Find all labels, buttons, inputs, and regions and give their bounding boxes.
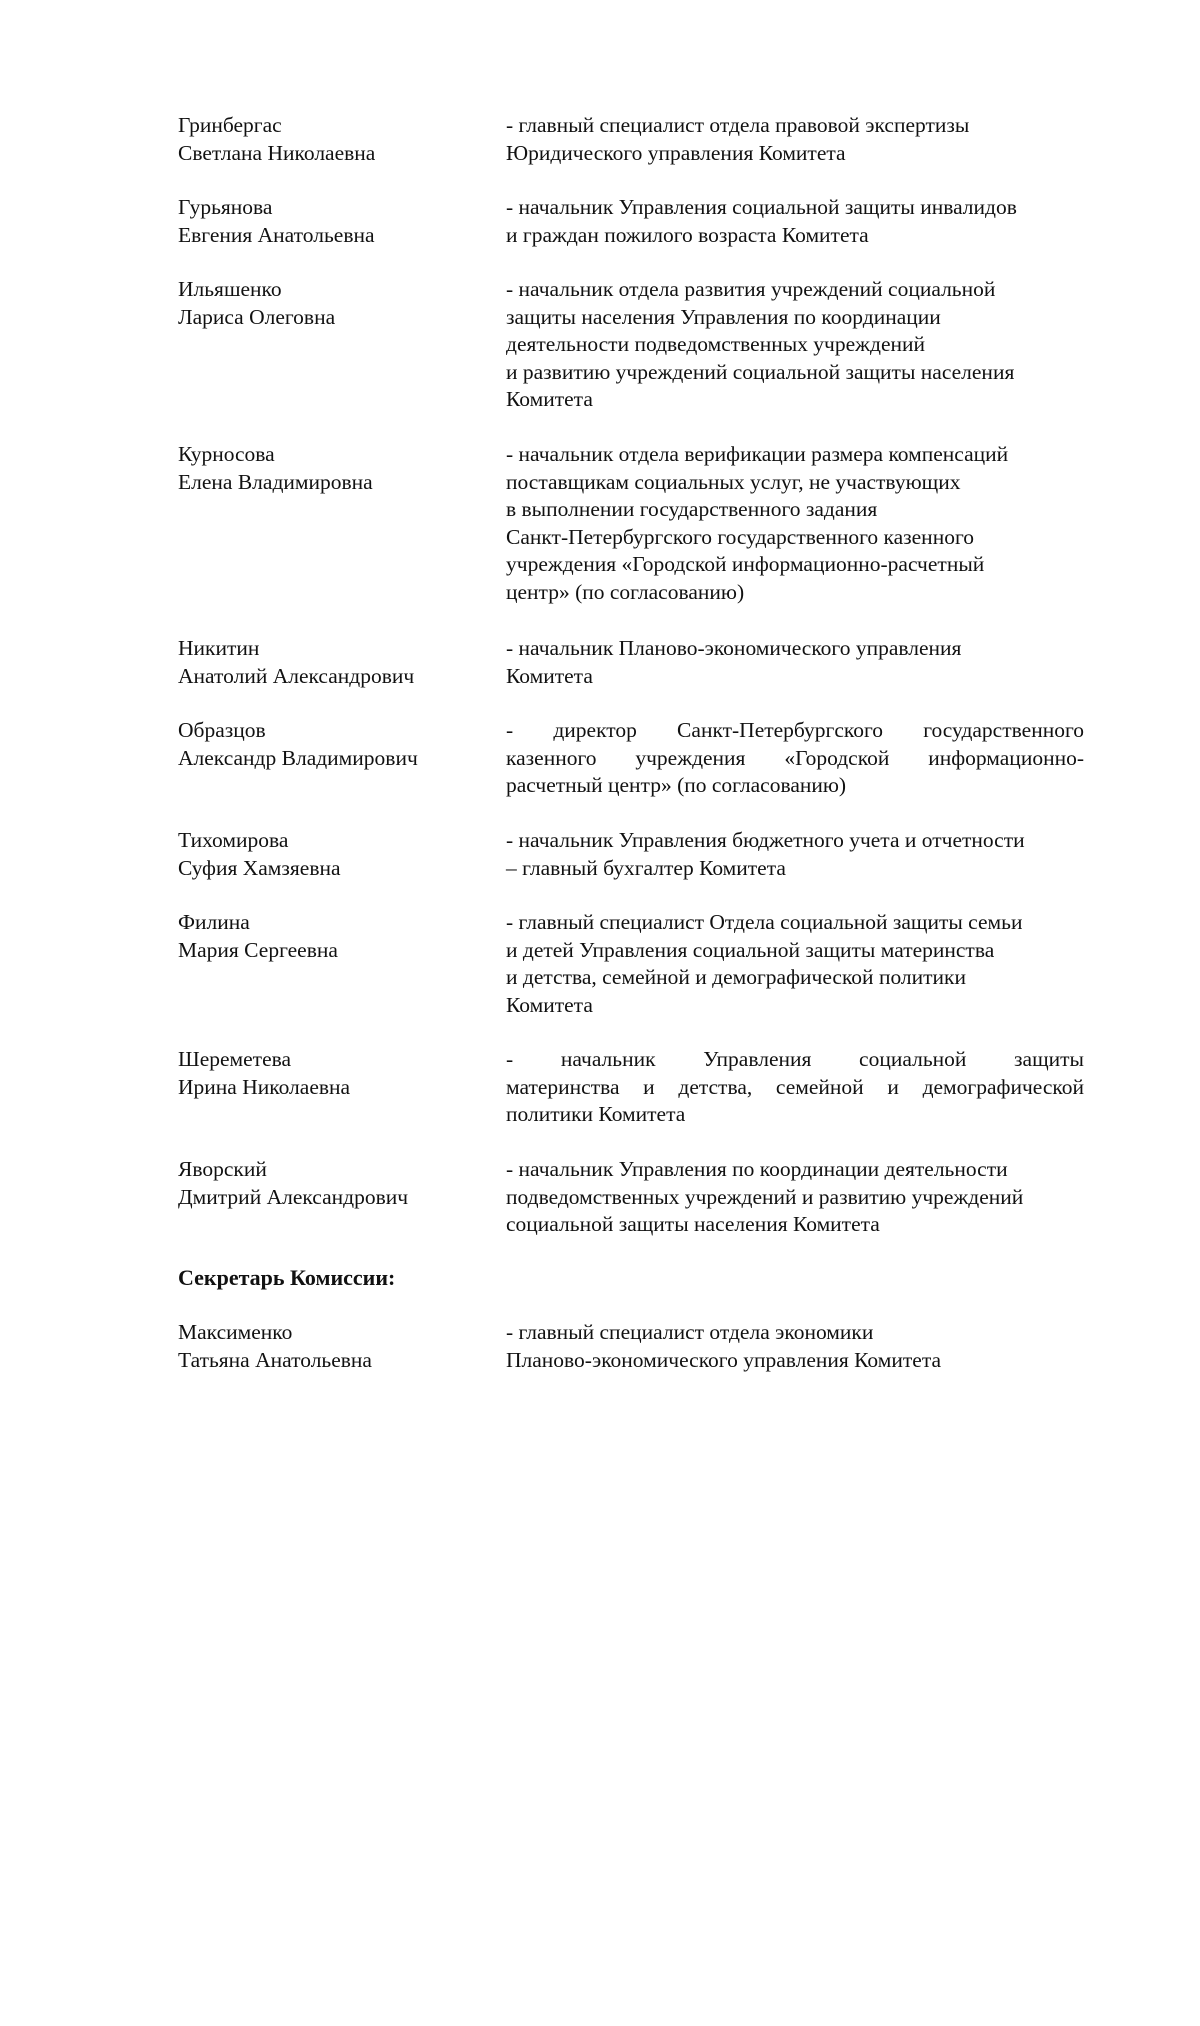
position-line: и детей Управления социальной защиты материнства (506, 937, 995, 962)
position-line: - начальник отдела развития учреждений социальной (506, 277, 996, 301)
member-surname: Яворский (178, 1157, 267, 1181)
member-name (178, 112, 498, 167)
member-given-names: Мария Сергеевна (178, 937, 338, 962)
member-surname: Ильяшенко (178, 277, 282, 301)
member-given-names: Елена Владимировна (178, 469, 373, 494)
member-name (178, 635, 498, 690)
position-line: поставщикам социальных услуг, не участвующих (506, 469, 961, 494)
position-line: материнства и детства, семейной и демографической (506, 1074, 1084, 1099)
member-surname: Образцов (178, 718, 266, 742)
position-line: - главный специалист отдела правовой экспертизы (506, 113, 970, 137)
member-given-names: Татьяна Анатольевна (178, 1347, 372, 1372)
position-line: Юридического управления Комитета (506, 140, 846, 165)
member-given-names: Анатолий Александрович (178, 663, 415, 688)
member-given-names: Лариса Олеговна (178, 304, 336, 329)
position-line: - начальник отдела верификации размера компенсаций (506, 442, 1009, 466)
member-name (178, 194, 498, 249)
position-line: и детства, семейной и демографической политики (506, 965, 967, 989)
position-line: - начальник Планово-экономического управления (506, 636, 962, 660)
member-position (506, 276, 1084, 414)
position-line: Комитета (506, 663, 593, 688)
member-surname: Гринбергас (178, 113, 282, 137)
position-line: - начальник Управления бюджетного учета и отчетности (506, 828, 1025, 852)
position-line: расчетный центр» (по согласованию) (506, 773, 847, 797)
member-surname: Филина (178, 910, 250, 934)
position-line: - главный специалист отдела экономики (506, 1320, 874, 1344)
member-surname: Максименко (178, 1320, 293, 1344)
position-line: социальной защиты населения Комитета (506, 1212, 880, 1236)
position-line: - начальник Управления социальной защиты (506, 1047, 1084, 1071)
member-surname: Никитин (178, 636, 260, 660)
position-line: подведомственных учреждений и развитию учреждений (506, 1184, 1024, 1209)
member-given-names: Дмитрий Александрович (178, 1184, 409, 1209)
position-line: казенного учреждения «Городской информационно- (506, 745, 1084, 770)
position-line: в выполнении государственного задания (506, 497, 878, 521)
member-surname: Курносова (178, 442, 275, 466)
position-line: - директор Санкт-Петербургского государственного (506, 718, 1084, 742)
member-position (506, 441, 1084, 606)
member-given-names: Суфия Хамзяевна (178, 855, 341, 880)
position-line: политики Комитета (506, 1102, 686, 1126)
member-given-names: Светлана Николаевна (178, 140, 376, 165)
member-surname: Шереметева (178, 1047, 292, 1071)
member-given-names: Александр Владимирович (178, 745, 418, 770)
member-name (178, 1156, 498, 1211)
member-given-names: Ирина Николаевна (178, 1074, 351, 1099)
member-position (506, 717, 1084, 800)
member-surname: Гурьянова (178, 195, 273, 219)
position-line: Комитета (506, 992, 593, 1017)
position-line: - начальник Управления по координации деятельности (506, 1157, 1008, 1181)
position-line: - главный специалист Отдела социальной защиты семьи (506, 910, 1023, 934)
position-line: Комитета (506, 387, 593, 411)
member-name (178, 717, 498, 772)
member-position (506, 112, 1084, 167)
secretary-position (506, 1319, 1084, 1374)
member-name (178, 1046, 498, 1101)
member-position (506, 1156, 1084, 1239)
member-name (178, 909, 498, 964)
secretary-heading: Секретарь Комиссии: (178, 1265, 396, 1290)
member-name (178, 827, 498, 882)
member-position (506, 827, 1084, 882)
position-line: и развитию учреждений социальной защиты населения (506, 359, 1015, 384)
position-line: Планово-экономического управления Комитета (506, 1347, 942, 1372)
position-line: защиты населения Управления по координации (506, 304, 941, 329)
position-line: – главный бухгалтер Комитета (506, 855, 786, 880)
member-position (506, 1046, 1084, 1129)
member-position (506, 909, 1084, 1019)
member-given-names: Евгения Анатольевна (178, 222, 375, 247)
position-line: центр» (по согласованию) (506, 579, 745, 604)
member-name (178, 441, 498, 496)
member-position (506, 635, 1084, 690)
secretary-name (178, 1319, 498, 1374)
member-name (178, 276, 498, 331)
member-surname: Тихомирова (178, 828, 289, 852)
position-line: - начальник Управления социальной защиты инвалидов (506, 195, 1017, 219)
position-line: деятельности подведомственных учреждений (506, 332, 925, 356)
position-line: учреждения «Городской информационно-расчетный (506, 552, 985, 576)
position-line: Санкт-Петербургского государственного казенного (506, 524, 974, 549)
position-line: и граждан пожилого возраста Комитета (506, 222, 869, 247)
member-position (506, 194, 1084, 249)
